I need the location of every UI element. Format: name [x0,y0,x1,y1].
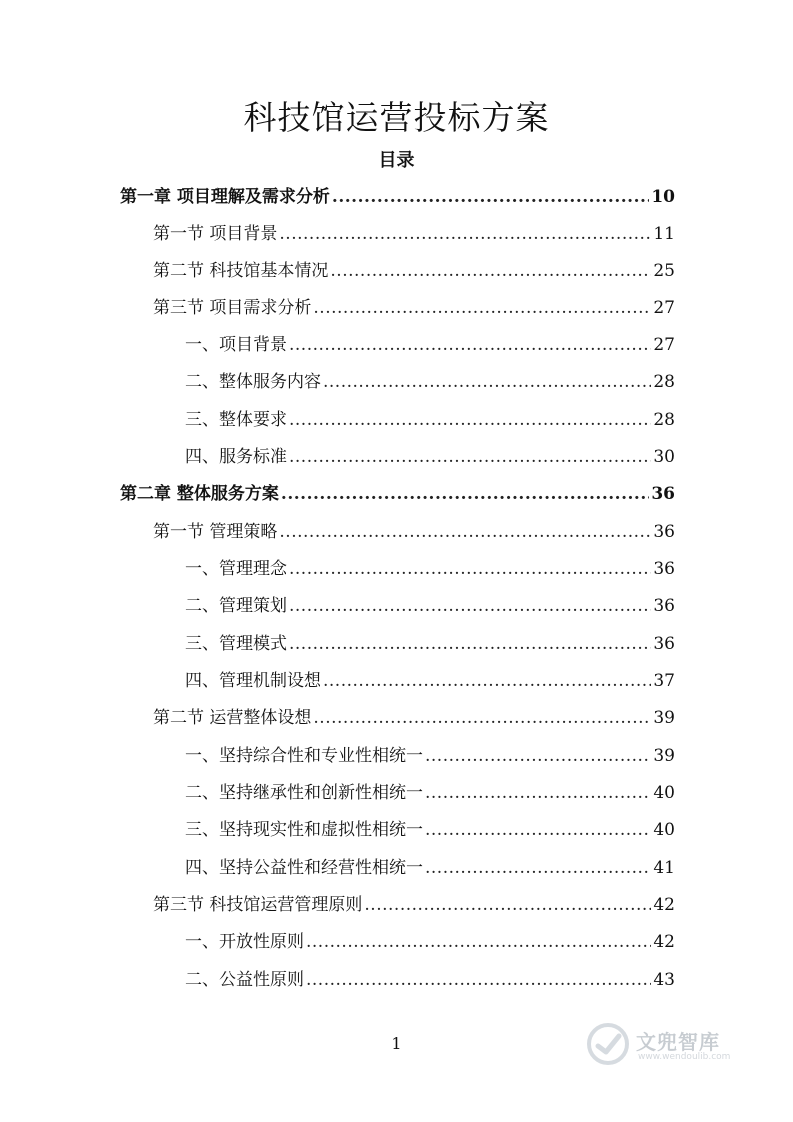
toc-leader-dots [425,820,651,840]
toc-entry[interactable] [185,666,675,690]
toc-leader-dots [289,559,651,579]
toc-leader-dots [289,596,651,616]
toc-leader-dots [281,484,649,504]
toc-entry-label: 一、开放性原则 [185,932,304,952]
toc-entry-page: 27 [653,335,675,355]
toc-entry[interactable] [153,517,675,541]
toc-leader-dots [279,522,651,542]
toc-entry[interactable] [153,703,675,727]
toc-entry-label: 第一节 项目背景 [153,224,278,244]
toc-entry-page: 36 [653,559,675,579]
toc-entry-label: 三、管理模式 [185,634,287,654]
toc-entry[interactable] [185,853,675,877]
toc-leader-dots [289,410,651,430]
toc-entry-label: 三、坚持现实性和虚拟性相统一 [185,820,423,840]
toc-leader-dots [425,783,651,803]
toc-entry-label: 第一节 管理策略 [153,522,278,542]
toc-leader-dots [364,895,651,915]
toc-entry[interactable] [153,890,675,914]
toc-entry-page: 43 [653,970,675,990]
toc-entry-page: 28 [653,372,675,392]
toc-entry-page: 28 [653,410,675,430]
toc-leader-dots [289,447,651,467]
toc-entry[interactable] [153,293,675,317]
document-title: 科技馆运营投标方案 [243,98,550,137]
toc-entry[interactable] [185,405,675,429]
toc-entry-page: 36 [651,484,675,504]
toc-entry-page: 41 [653,858,675,878]
watermark [586,1018,756,1072]
toc-entry-page: 42 [653,895,675,915]
toc-entry[interactable] [185,629,675,653]
toc-entry-label: 四、管理机制设想 [185,671,321,691]
toc-entry[interactable] [153,219,675,243]
toc-entry-label: 第二章 整体服务方案 [120,484,279,504]
toc-heading: 目录 [378,150,415,171]
watermark-text: 文兜智库 [636,1030,720,1054]
toc-leader-dots [323,372,651,392]
page-number: 1 [391,1034,402,1053]
toc-entry[interactable] [185,330,675,354]
toc-entry-page: 25 [653,261,675,281]
toc-leader-dots [332,187,649,207]
toc-entry-label: 一、坚持综合性和专业性相统一 [185,746,423,766]
toc-entry-page: 30 [653,447,675,467]
toc-entry-page: 37 [653,671,675,691]
toc-entry-label: 二、公益性原则 [185,970,304,990]
toc-entry-page: 27 [653,298,675,318]
toc-entry-page: 40 [653,783,675,803]
wendang-logo-icon [586,1022,630,1066]
toc-entry[interactable] [185,442,675,466]
toc-entry-label: 四、坚持公益性和经营性相统一 [185,858,423,878]
toc-entry-page: 39 [653,746,675,766]
toc-entry[interactable] [120,479,675,503]
toc-entry-label: 第二节 科技馆基本情况 [153,261,329,281]
toc-entry-page: 11 [653,224,675,244]
toc-entry-page: 42 [653,932,675,952]
toc-entry-label: 二、整体服务内容 [185,372,321,392]
toc-entry-label: 三、整体要求 [185,410,287,430]
watermark-url: www.wendoulib.com [638,1052,731,1062]
toc-leader-dots [306,932,651,952]
toc-entry-page: 10 [651,187,675,207]
toc-entry[interactable] [185,815,675,839]
toc-leader-dots [323,671,651,691]
toc-entry-label: 一、管理理念 [185,559,287,579]
toc-leader-dots [279,224,651,244]
toc-leader-dots [425,858,651,878]
toc-entry-label: 四、服务标准 [185,447,287,467]
toc-entry[interactable] [185,927,675,951]
toc-leader-dots [313,708,651,728]
toc-entry-label: 二、管理策划 [185,596,287,616]
toc-entry-page: 40 [653,820,675,840]
toc-entry-label: 第一章 项目理解及需求分析 [120,187,330,207]
toc-entry[interactable] [120,182,675,206]
toc-leader-dots [289,634,651,654]
toc-entry[interactable] [185,741,675,765]
toc-entry-page: 36 [653,522,675,542]
toc-entry[interactable] [185,554,675,578]
toc-entry-label: 二、坚持继承性和创新性相统一 [185,783,423,803]
toc-leader-dots [330,261,651,281]
toc-leader-dots [313,298,651,318]
toc-entry-page: 39 [653,708,675,728]
toc-entry-label: 第二节 运营整体设想 [153,708,312,728]
toc-entry[interactable] [185,778,675,802]
toc-entry[interactable] [153,256,675,280]
toc-leader-dots [425,746,651,766]
toc-entry-label: 一、项目背景 [185,335,287,355]
toc-entry-page: 36 [653,596,675,616]
toc-entry-page: 36 [653,634,675,654]
toc-entry-label: 第三节 项目需求分析 [153,298,312,318]
toc-entry-label: 第三节 科技馆运营管理原则 [153,895,363,915]
toc-leader-dots [306,970,651,990]
toc-entry[interactable] [185,367,675,391]
toc-leader-dots [289,335,651,355]
toc-entry[interactable] [185,591,675,615]
toc-entry[interactable] [185,965,675,989]
